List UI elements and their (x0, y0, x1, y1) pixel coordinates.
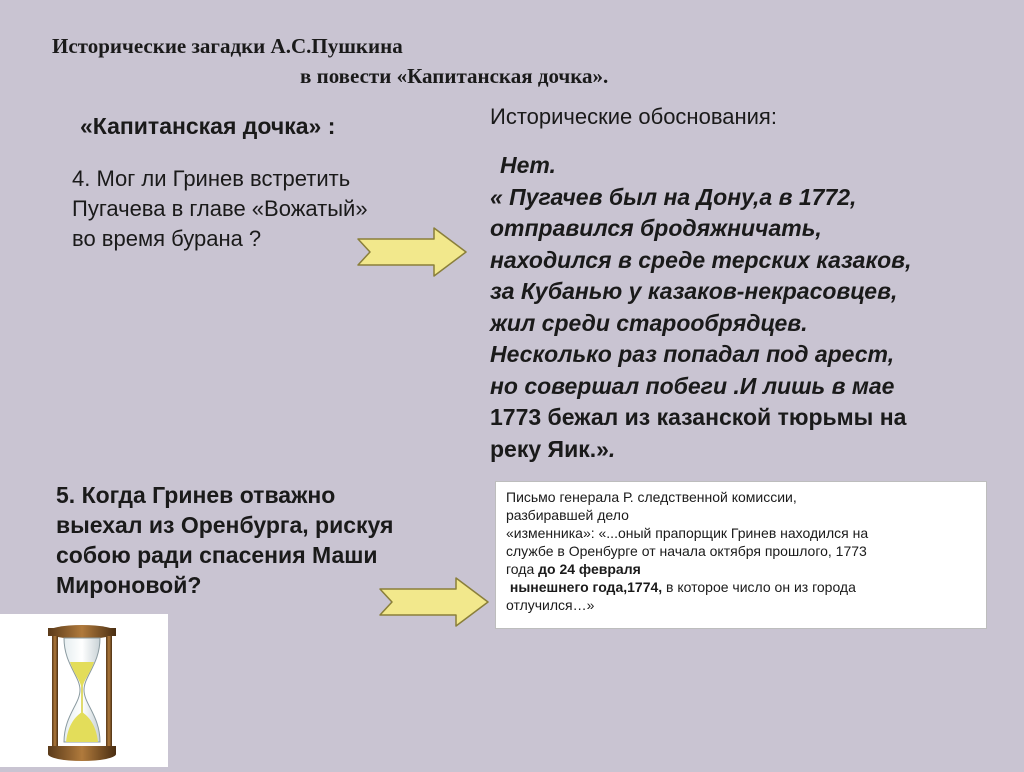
slide-title-line2: в повести «Капитанская дочка». (300, 64, 609, 88)
answer-4-line-end: реку Яик.» (490, 435, 609, 462)
letter-line (506, 560, 976, 578)
slide-title-line1: Исторические загадки А.С.Пушкина (52, 34, 403, 58)
letter-line: разбиравшей дело (506, 507, 629, 523)
answer-4-period: . (608, 435, 616, 462)
hourglass-picture (0, 614, 168, 767)
question-5-line: собою ради спасения Маши (56, 542, 378, 568)
letter-quote-box (495, 481, 987, 629)
letter-line: «изменника»: «...оный прапорщик Гринев находился на (506, 525, 869, 541)
answer-4-line: Несколько раз попадал под арест, (490, 341, 895, 367)
hourglass-icon (0, 614, 168, 767)
answer-4-line: 1773 бежал из казанской тюрьмы на (490, 404, 907, 430)
answer-4-line: Нет. (500, 152, 556, 178)
question-5-line: выехал из Оренбурга, рискуя (56, 512, 394, 538)
answer-4 (490, 150, 990, 465)
letter-text: года (506, 561, 539, 577)
question-4-line: во время бурана ? (72, 226, 262, 251)
letter-line (506, 578, 976, 596)
arrow-right-icon (378, 576, 490, 628)
letter-text: в которое число он из города (666, 579, 856, 595)
question-4-line: Пугачева в главе «Вожатый» (72, 196, 368, 221)
letter-year-bold: нынешнего года,1774, (506, 579, 667, 595)
question-4-line: 4. Мог ли Гринев встретить (72, 166, 351, 191)
answer-4-line: жил среди старообрядцев. (490, 309, 808, 336)
answer-4-line: находился в среде терских казаков, (490, 246, 912, 273)
question-5-line: Мироновой? (56, 572, 202, 598)
letter-line: отлучился…» (506, 597, 595, 613)
answer-4-line: « Пугачев был на Дону,а в 1772, (490, 183, 857, 210)
left-heading: «Капитанская дочка» : (80, 113, 336, 139)
letter-line: службе в Оренбурге от начала октября прошлого, 1773 (506, 543, 867, 559)
letter-line: Письмо генерала Р. следственной комиссии, (506, 489, 797, 505)
right-heading: Исторические обоснования: (490, 104, 777, 129)
answer-4-line: за Кубанью у казаков-некрасовцев, (490, 278, 898, 304)
answer-4-line: отправился бродяжничать, (490, 215, 822, 241)
arrow-right-icon (356, 226, 468, 278)
answer-4-line: но совершал побеги .И лишь в мае (490, 372, 895, 399)
answer-4-line (490, 434, 990, 466)
letter-date-bold: до 24 февраля (538, 561, 641, 577)
question-5-line: 5. Когда Гринев отважно (56, 482, 336, 508)
